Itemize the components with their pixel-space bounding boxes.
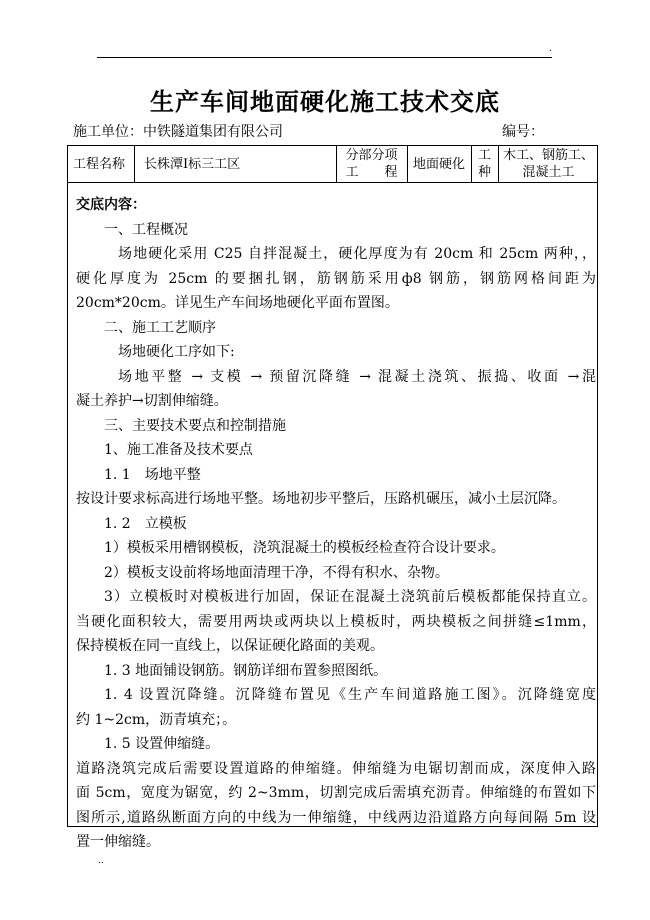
item-1-2-point: 保持模板在同一直线上，以保证硬化路面的美观。 — [76, 638, 384, 654]
item-1-1-title: 1. 1 场地平整 — [104, 466, 201, 483]
item-1-2-point: 1）模板采用槽钢模板，浇筑混凝土的模板经检查符合设计要求。 — [104, 540, 505, 556]
item-1-2-point: 2）模板支设前将场地面清理干净，不得有积水、杂物。 — [104, 564, 449, 581]
project-name-value: 长株潭Ⅰ标三工区 — [144, 157, 241, 172]
item-1-3: 1. 3 地面铺设钢筋。钢筋详细布置参照图纸。 — [104, 662, 388, 679]
subproject-value: 地面硬化 — [412, 157, 465, 172]
item-1-4: 1. 4 设置沉降缝。沉降缝布置见《生产车间道路施工图》。沉降缝宽度 — [104, 687, 596, 703]
disclosure-table — [67, 145, 598, 850]
item-1-2-title: 1. 2 立模板 — [104, 515, 187, 532]
item-1-5-text: 置一伸缩缝。 — [76, 834, 160, 850]
project-name-label: 工程名称 — [73, 157, 126, 172]
header-row-divider — [68, 182, 597, 183]
section-1-paragraph: 场地硬化采用 C25 自拌混凝土，硬化厚度为有 20cm 和 25cm 两种，， — [118, 246, 596, 262]
item-1-5-text: 道路浇筑完成后需要设置道路的伸缩缝。伸缩缝为电锯切割而成，深度伸入路 — [76, 760, 596, 777]
trade-value: 木工、钢筋工、 混凝土工 — [502, 148, 594, 180]
section-2-paragraph: 场地硬化工序如下: — [118, 344, 235, 360]
process-sequence: 凝土养护→切割伸缩缝。 — [76, 393, 228, 409]
section-1-paragraph: 硬化厚度为 25cm 的要捆扎钢，筋钢筋采用ф8 钢筋，钢筋网格间距为 — [76, 270, 596, 287]
footer-dots: .. — [98, 856, 104, 866]
item-1-2-point: 当硬化面积较大，需要用两块或两块以上模板时，两块模板之间拼缝≤1mm， — [76, 613, 596, 630]
document-title: 生产车间地面硬化施工技术交底 — [150, 88, 500, 116]
header-rule — [97, 57, 552, 58]
serial-number-label: 编号： — [502, 124, 544, 140]
item-1-2-point: 3）立模板时对模板进行加固，保证在混凝土浇筑前后模板都能保持直立。 — [104, 589, 596, 605]
process-sequence: 场地平整 → 支模 → 预留沉降缝 → 混凝土浇筑、振捣、收面 →混 — [118, 368, 596, 385]
section-1-paragraph: 20cm*20cm。详见生产车间场地硬化平面布置图。 — [76, 295, 399, 311]
subsection-1-title: 1、施工准备及技术要点 — [104, 442, 253, 458]
disclosure-content — [76, 193, 596, 855]
subproject-label: 分部分项 工 程 — [345, 148, 398, 180]
section-1-title: 一、工程概况 — [104, 221, 188, 238]
section-2-title: 二、施工工艺顺序 — [104, 319, 216, 336]
col-divider — [134, 146, 135, 183]
header-dot: . — [549, 44, 552, 54]
section-3-title: 三、主要技术要点和控制措施 — [104, 417, 286, 434]
item-1-4: 约 1~2cm，沥青填充；。 — [76, 711, 237, 728]
trade-label: 工 种 — [477, 148, 491, 180]
item-1-5-text: 面 5cm，宽度为锯宽，约 2~3mm，切割完成后需填充沥青。伸缩缝的布置如下 — [76, 785, 596, 801]
construction-unit: 施工单位：中铁隧道集团有限公司 — [73, 124, 283, 140]
content-heading: 交底内容： — [76, 197, 146, 213]
item-1-1-text: 按设计要求标高进行场地平整。场地初步平整后，压路机碾压，减小土层沉降。 — [76, 491, 566, 507]
item-1-5-title: 1. 5 设置伸缩缝。 — [104, 736, 220, 752]
item-1-5-text: 图所示,道路纵断面方向的中线为一伸缩缝，中线两边沿道路方向每间隔 5m 设 — [76, 809, 596, 826]
